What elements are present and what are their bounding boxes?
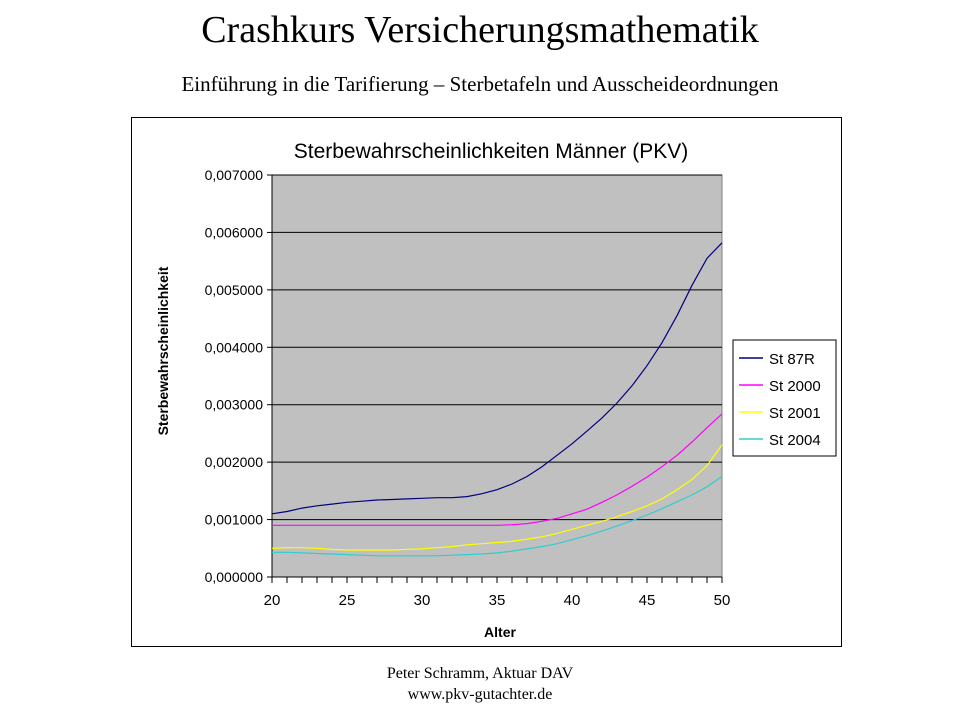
chart-svg [132,118,841,646]
x-tick-label: 30 [413,592,431,609]
legend-label: St 2001 [769,405,821,422]
y-tick-label: 0,005000 [204,281,263,298]
plot-background [272,175,722,577]
y-tick-label: 0,003000 [204,396,263,413]
x-tick-label: 40 [563,592,581,609]
plot-area [205,167,731,609]
footer-author: Peter Schramm, Aktuar DAV [386,665,574,682]
slide-subtitle: Einführung in die Tarifierung – Sterbetafeln und Ausscheideordnungen [181,72,779,96]
x-tick-label: 50 [713,592,731,609]
y-tick-label: 0,002000 [204,454,263,471]
x-tick-label: 35 [488,592,506,609]
legend-label: St 87R [769,351,815,368]
chart-title: Sterbewahrscheinlichkeiten Männer (PKV) [293,140,689,163]
legend-label: St 2000 [769,378,821,395]
y-tick-label: 0,004000 [204,339,263,356]
y-tick-label: 0,000000 [204,569,263,585]
slide-title: Crashkurs Versicherungsmathematik [201,9,759,51]
y-tick-label: 0,006000 [204,224,263,241]
legend-label: St 2004 [769,432,821,449]
footer-website: www.pkv-gutachter.de [407,686,553,703]
y-axis-label: Sterbewahrscheinlichkeit [155,266,171,436]
x-tick-label: 25 [338,592,356,609]
x-axis-label: Alter [484,624,516,640]
y-tick-label: 0,001000 [204,511,263,528]
chart-frame [131,117,842,647]
x-tick-label: 20 [263,592,281,609]
y-tick-label: 0,007000 [204,167,263,183]
x-tick-label: 45 [638,592,656,609]
legend [733,340,836,456]
